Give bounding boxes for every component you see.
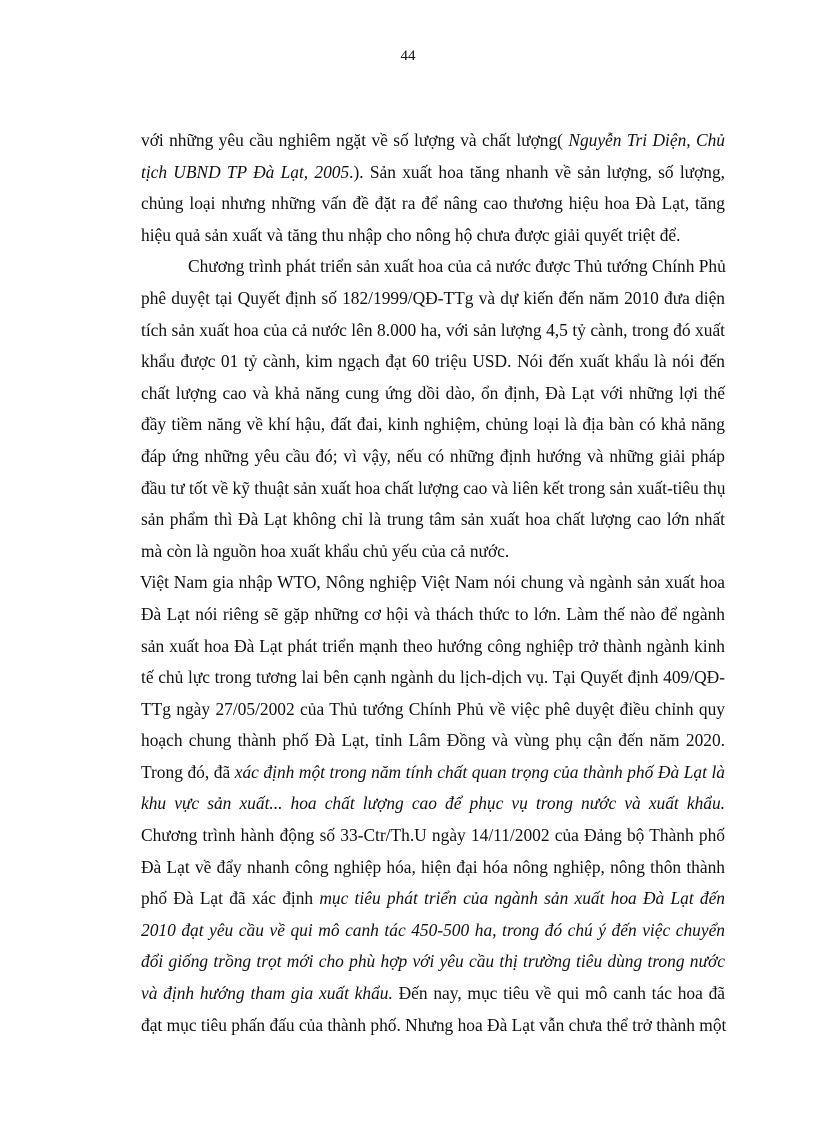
text-segment: đầy tiềm năng về khí hậu, đất đai, kinh nghiệm, chủng loại là địa bàn có khả năng	[141, 414, 725, 435]
text-line	[141, 125, 725, 157]
text-line	[141, 251, 725, 283]
text-segment: Đà Lạt về đẩy nhanh công nghiệp hóa, hiện đại hóa nông nghiệp, nông thôn thành	[141, 856, 725, 877]
text-line	[141, 378, 725, 410]
text-segment: Chương trình phát triển sản xuất hoa của cả nước được Thủ tướng Chính Phủ	[188, 256, 726, 277]
body-text	[141, 125, 725, 1041]
text-segment: Việt Nam gia nhập WTO, Nông nghiệp Việt Nam nói chung và ngành sản xuất hoa	[140, 572, 725, 593]
text-segment: đáp ứng những yêu cầu đó; vì vậy, nếu có những định hướng và những giải pháp	[141, 445, 725, 466]
text-line	[140, 567, 725, 599]
text-line	[141, 441, 725, 473]
text-segment: Trong đó, đã	[141, 761, 235, 782]
text-segment: hoạch chung thành phố Đà Lạt, tỉnh Lâm Đồng và vùng phụ cận đến năm 2020.	[141, 730, 725, 751]
italic-text: mục tiêu phát triển của ngành sản xuất hoa Đà Lạt đến	[319, 888, 725, 909]
text-segment: tế chủ lực trong tương lai bên cạnh ngành du lịch-dịch vụ. Tại Quyết định 409/QĐ-	[141, 667, 725, 688]
text-line	[141, 978, 725, 1010]
text-line	[141, 188, 725, 220]
text-segment: khẩu được 01 tỷ cành, kim ngạch đạt 60 triệu USD. Nói đến xuất khẩu là nói đến	[141, 351, 725, 372]
text-line	[141, 504, 725, 536]
text-line	[141, 946, 725, 978]
italic-text: và định hướng tham gia xuất khẩu.	[141, 983, 393, 1004]
text-line	[141, 409, 725, 441]
italic-text: xác định một trong năm tính chất quan trọng của thành phố Đà Lạt là	[234, 761, 725, 782]
text-line	[141, 788, 725, 820]
text-line	[141, 757, 725, 789]
italic-text: Nguyễn Tri Diện, Chủ	[568, 130, 726, 150]
text-segment: hiệu quả sản xuất và tăng thu nhập cho nông hộ chưa được giải quyết triệt để.	[141, 224, 681, 245]
text-line	[141, 536, 725, 568]
text-segment: TTg ngày 27/05/2002 của Thủ tướng Chính Phủ về việc phê duyệt điều chỉnh quy	[141, 698, 725, 719]
text-segment: Đến nay, mục tiêu về qui mô canh tác hoa đã	[392, 983, 725, 1004]
text-segment: phê duyệt tại Quyết định số 182/1999/QĐ-TTg và dự kiến đến năm 2010 đưa diện	[141, 287, 725, 308]
text-segment: đầu tư tốt về kỹ thuật sản xuất hoa chất lượng cao và liên kết trong sản xuất-tiêu thụ	[141, 477, 726, 498]
text-segment: Chương trình hành động số 33-Ctr/Th.U ngày 14/11/2002 của Đảng bộ Thành phố	[141, 825, 725, 846]
text-line	[141, 915, 725, 947]
page-number: 44	[400, 48, 416, 64]
text-line	[141, 315, 725, 347]
text-segment: Đà Lạt nói riêng sẽ gặp những cơ hội và thách thức to lớn. Làm thế nào để ngành	[141, 603, 725, 624]
text-line	[141, 283, 725, 315]
text-line	[141, 662, 725, 694]
italic-text: 2010 đạt yêu cầu về qui mô canh tác 450-500 ha, trong đó chú ý đến việc chuyển	[141, 919, 725, 940]
text-line	[141, 220, 725, 252]
italic-text: đổi giống trồng trọt mới cho phù hợp với yêu cầu thị trường tiêu dùng trong nước	[141, 951, 725, 972]
text-segment: phố Đà Lạt đã xác định	[141, 888, 320, 909]
text-segment: đạt mục tiêu phấn đấu của thành phố. Nhưng hoa Đà Lạt vẫn chưa thể trở thành một	[141, 1014, 727, 1035]
text-line	[141, 157, 725, 189]
text-line	[141, 725, 725, 757]
text-segment: tích sản xuất hoa của cả nước lên 8.000 ha, với sản lượng 4,5 tỷ cành, trong đó xuất	[141, 319, 725, 340]
text-line	[141, 599, 725, 631]
text-segment: .). Sản xuất hoa tăng nhanh về sản lượng, số lượng,	[349, 161, 726, 182]
text-line	[141, 1010, 725, 1042]
text-line	[141, 694, 725, 726]
italic-text: tịch UBND TP Đà Lạt, 2005	[141, 161, 350, 182]
text-line	[141, 883, 725, 915]
text-segment: chủng loại nhưng những vấn đề đặt ra để nâng cao thương hiệu hoa Đà Lạt, tăng	[141, 193, 725, 214]
text-line	[141, 820, 725, 852]
text-segment: chất lượng cao và khả năng cung ứng dồi dào, ổn định, Đà Lạt với những lợi thế	[141, 382, 725, 403]
text-line	[141, 631, 725, 663]
text-segment: sản xuất hoa Đà Lạt phát triển mạnh theo hướng công nghiệp trở thành ngành kinh	[141, 635, 725, 656]
text-line	[141, 852, 725, 884]
text-line	[141, 473, 725, 505]
text-line	[141, 346, 725, 378]
text-segment: mà còn là nguồn hoa xuất khẩu chủ yếu của cả nước.	[141, 540, 510, 561]
text-segment: sản phẩm thì Đà Lạt không chỉ là trung tâm sản xuất hoa chất lượng cao lớn nhất	[141, 509, 725, 530]
text-segment: với những yêu cầu nghiêm ngặt về số lượng và chất lượng(	[141, 130, 569, 150]
italic-text: khu vực sản xuất... hoa chất lượng cao để phục vụ trong nước và xuất khẩu.	[141, 793, 725, 814]
